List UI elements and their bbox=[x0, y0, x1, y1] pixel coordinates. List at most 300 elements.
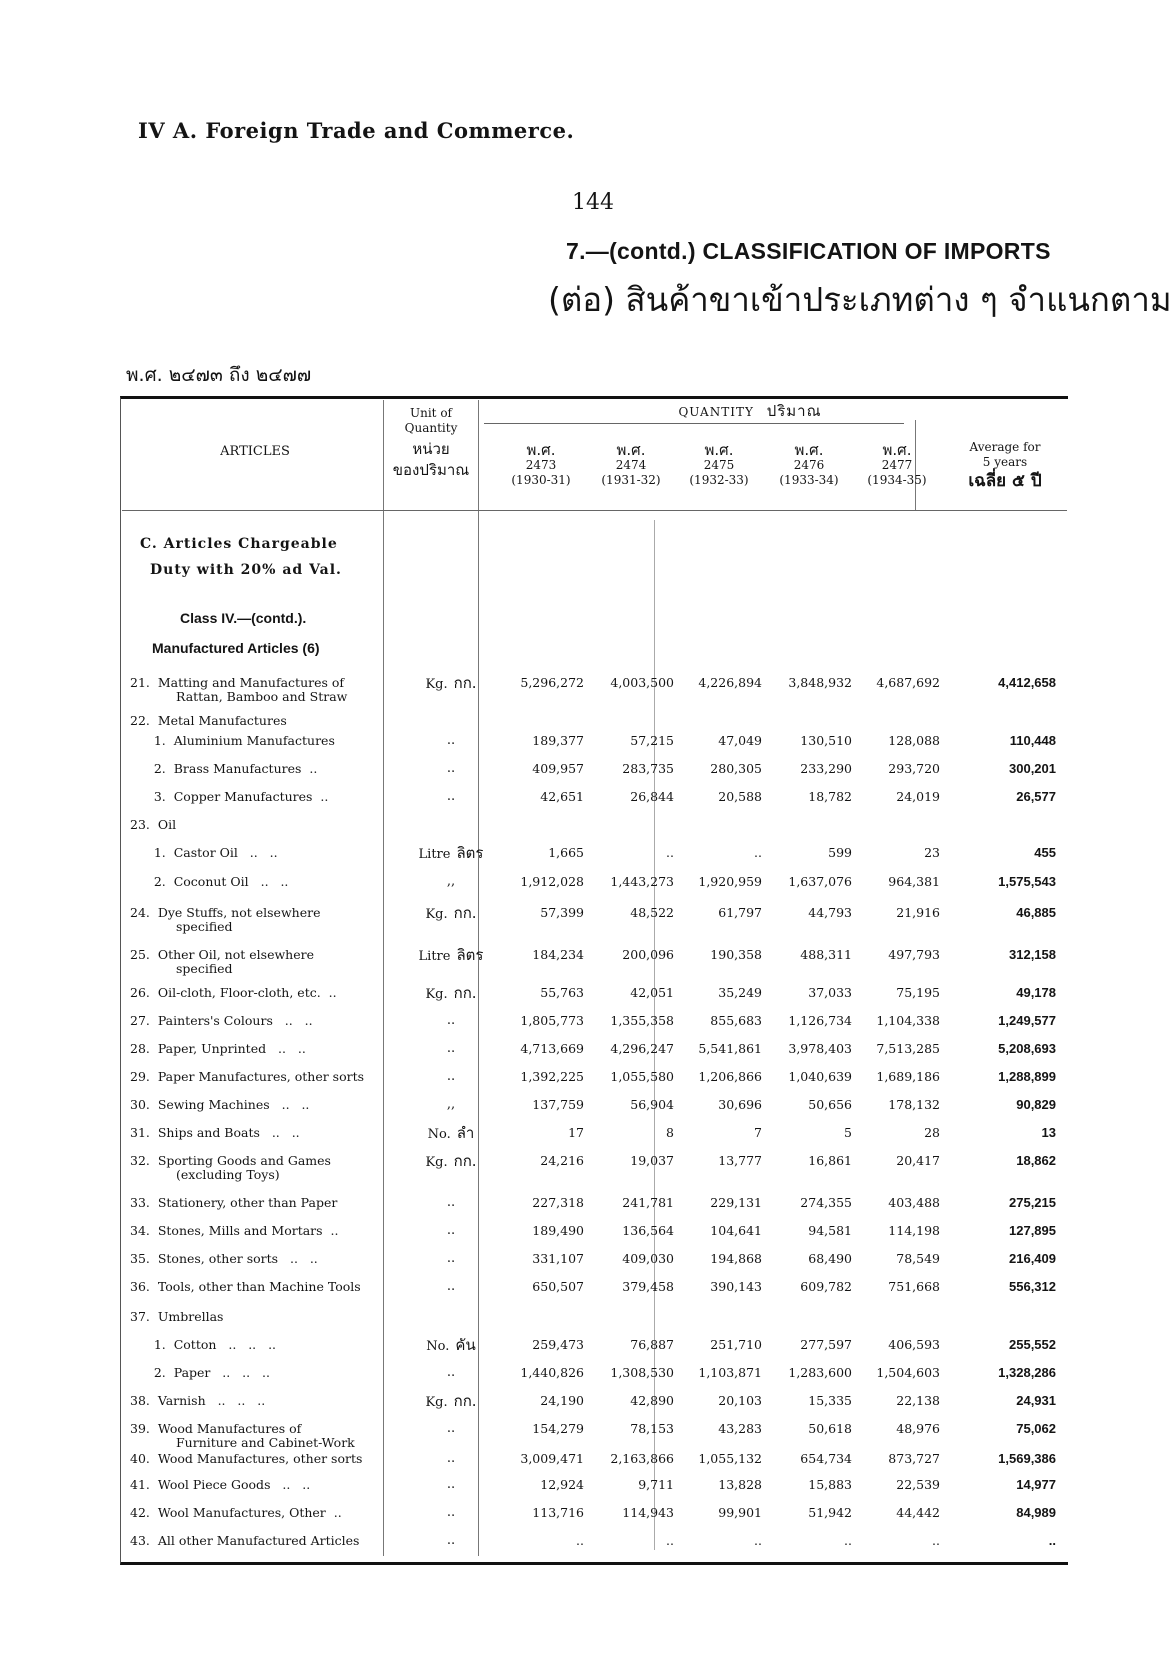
year-be: 2477 bbox=[881, 458, 913, 472]
quantity-cell: 1,920,959 bbox=[698, 874, 762, 889]
quantity-cell: 15,883 bbox=[808, 1477, 852, 1492]
quantity-cell: 379,458 bbox=[622, 1279, 674, 1294]
col-header-year bbox=[588, 443, 674, 488]
average-cell: 46,885 bbox=[1016, 905, 1056, 920]
quantity-cell: 44,793 bbox=[808, 905, 852, 920]
quantity-cell: 873,727 bbox=[888, 1451, 940, 1466]
quantity-cell: 1,283,600 bbox=[788, 1365, 852, 1380]
unit-of-quantity bbox=[410, 790, 492, 804]
col-header-unit bbox=[384, 406, 478, 478]
table-row bbox=[120, 1366, 1067, 1394]
unit-of-quantity bbox=[410, 734, 492, 748]
quantity-cell: .. bbox=[754, 1533, 762, 1548]
table-row bbox=[120, 1196, 1067, 1224]
table-row bbox=[120, 875, 1067, 903]
article-line-1: 43. All other Manufactured Articles bbox=[130, 1533, 360, 1548]
quantity-cell: 650,507 bbox=[532, 1279, 584, 1294]
table-row bbox=[120, 1534, 1067, 1562]
quantity-cell: 137,759 bbox=[532, 1097, 584, 1112]
quantity-cell: 42,051 bbox=[630, 985, 674, 1000]
article-name bbox=[130, 1280, 405, 1294]
quantity-cell: 7 bbox=[754, 1125, 762, 1140]
section-c-heading-2: Duty with 20% ad Val. bbox=[150, 562, 342, 578]
quantity-cell: 233,290 bbox=[800, 761, 852, 776]
quantity-cell: 751,668 bbox=[888, 1279, 940, 1294]
article-name bbox=[130, 948, 405, 976]
avg-label-th: เฉลี่ย ๕ ปี bbox=[968, 471, 1042, 491]
quantity-cell: 75,195 bbox=[896, 985, 940, 1000]
unit-en: .. bbox=[446, 1013, 456, 1028]
quantity-cell: .. bbox=[932, 1533, 940, 1548]
unit-of-quantity bbox=[410, 948, 492, 964]
unit-en: .. bbox=[446, 1195, 456, 1210]
unit-of-quantity bbox=[410, 986, 492, 1002]
average-cell: 49,178 bbox=[1016, 985, 1056, 1000]
article-line-1: 39. Wood Manufactures of bbox=[130, 1421, 302, 1436]
article-line-2: specified bbox=[176, 919, 233, 934]
table-row bbox=[120, 1478, 1067, 1506]
article-name bbox=[130, 1196, 405, 1210]
article-line-2: specified bbox=[176, 961, 233, 976]
quantity-cell: 274,355 bbox=[800, 1195, 852, 1210]
quantity-cell: 43,283 bbox=[718, 1421, 762, 1436]
quantity-cell: 1,912,028 bbox=[520, 874, 584, 889]
quantity-cell: 1,440,826 bbox=[520, 1365, 584, 1380]
quantity-cell: 488,311 bbox=[800, 947, 852, 962]
unit-en: .. bbox=[446, 1069, 456, 1084]
average-cell: 5,208,693 bbox=[998, 1041, 1056, 1056]
unit-en: .. bbox=[446, 1451, 456, 1466]
average-cell: 1,569,386 bbox=[998, 1451, 1056, 1466]
quantity-cell: 57,399 bbox=[540, 905, 584, 920]
unit-en: .. bbox=[446, 1365, 456, 1380]
article-name bbox=[130, 1394, 405, 1408]
year-be: 2473 bbox=[525, 458, 557, 472]
quantity-cell: 56,904 bbox=[630, 1097, 674, 1112]
year-be-label: พ.ศ. bbox=[616, 441, 646, 459]
col-header-year bbox=[854, 443, 940, 488]
quantity-cell: 406,593 bbox=[888, 1337, 940, 1352]
unit-of-quantity bbox=[410, 1478, 492, 1492]
section-c-heading: C. Articles Chargeable bbox=[140, 536, 338, 552]
year-be-label: พ.ศ. bbox=[704, 441, 734, 459]
quantity-cell: 21,916 bbox=[896, 905, 940, 920]
unit-th: กก. bbox=[453, 984, 477, 1002]
quantity-cell: 50,618 bbox=[808, 1421, 852, 1436]
unit-en: .. bbox=[446, 1279, 456, 1294]
article-name bbox=[130, 1310, 405, 1324]
quantity-cell: 51,942 bbox=[808, 1505, 852, 1520]
unit-of-quantity bbox=[410, 1422, 492, 1436]
quantity-cell: 1,104,338 bbox=[876, 1013, 940, 1028]
quantity-cell: 130,510 bbox=[800, 733, 852, 748]
quantity-cell: 24,019 bbox=[896, 789, 940, 804]
year-ad: (1933-34) bbox=[779, 473, 839, 487]
quantity-cell: 497,793 bbox=[888, 947, 940, 962]
quantity-cell: 1,055,132 bbox=[698, 1451, 762, 1466]
unit-en: Kg. bbox=[425, 1155, 448, 1170]
average-cell: 127,895 bbox=[1009, 1223, 1056, 1238]
average-cell: 300,201 bbox=[1009, 761, 1056, 776]
quantity-cell: 47,049 bbox=[718, 733, 762, 748]
quantity-cell: 22,138 bbox=[896, 1393, 940, 1408]
average-cell: 84,989 bbox=[1016, 1505, 1056, 1520]
article-name bbox=[130, 790, 405, 804]
article-line-1: 22. Metal Manufactures bbox=[130, 713, 287, 728]
average-cell: 4,412,658 bbox=[998, 675, 1056, 690]
quantity-cell: 4,296,247 bbox=[610, 1041, 674, 1056]
table-row bbox=[120, 734, 1067, 762]
unit-th: ลิตร bbox=[456, 946, 484, 964]
unit-of-quantity bbox=[410, 1366, 492, 1380]
unit-th-2: ของปริมาณ bbox=[392, 461, 470, 479]
quantity-cell: 227,318 bbox=[532, 1195, 584, 1210]
quantity-cell: 1,126,734 bbox=[788, 1013, 852, 1028]
article-name bbox=[130, 1252, 405, 1266]
article-name bbox=[130, 986, 405, 1000]
quantity-cell: 1,689,186 bbox=[876, 1069, 940, 1084]
quantity-cell: 189,490 bbox=[532, 1223, 584, 1238]
article-line-1: 29. Paper Manufactures, other sorts bbox=[130, 1069, 365, 1084]
unit-of-quantity bbox=[410, 846, 492, 862]
unit-of-quantity bbox=[410, 1126, 492, 1142]
quantity-cell: 609,782 bbox=[800, 1279, 852, 1294]
table-row bbox=[120, 790, 1067, 818]
article-line-2: (excluding Toys) bbox=[176, 1167, 280, 1182]
quantity-cell: 13,777 bbox=[718, 1153, 762, 1168]
unit-of-quantity bbox=[410, 1534, 492, 1548]
average-cell: 26,577 bbox=[1016, 789, 1056, 804]
quantity-cell: 154,279 bbox=[532, 1421, 584, 1436]
article-name bbox=[130, 1366, 405, 1380]
article-name bbox=[130, 1154, 405, 1182]
article-name bbox=[130, 714, 405, 728]
unit-en: Kg. bbox=[425, 987, 448, 1002]
quantity-cell: 76,887 bbox=[630, 1337, 674, 1352]
article-line-1: 34. Stones, Mills and Mortars .. bbox=[130, 1223, 339, 1238]
unit-en-2: Quantity bbox=[404, 421, 458, 435]
unit-en: Litre bbox=[418, 949, 451, 964]
table-row bbox=[120, 906, 1067, 934]
unit-en: .. bbox=[446, 1505, 456, 1520]
unit-en: Kg. bbox=[425, 1395, 448, 1410]
quantity-cell: 20,588 bbox=[718, 789, 762, 804]
quantity-cell: 1,504,603 bbox=[876, 1365, 940, 1380]
article-name bbox=[130, 1098, 405, 1112]
article-line-1: 2. Coconut Oil .. .. bbox=[130, 874, 289, 889]
unit-en: .. bbox=[446, 1251, 456, 1266]
quantity-label-th: ปริมาณ bbox=[766, 402, 822, 420]
quantity-cell: 114,198 bbox=[888, 1223, 940, 1238]
quantity-cell: 189,377 bbox=[532, 733, 584, 748]
quantity-cell: 128,088 bbox=[888, 733, 940, 748]
quantity-cell: 409,957 bbox=[532, 761, 584, 776]
unit-of-quantity bbox=[410, 1154, 492, 1170]
unit-en-1: Unit of bbox=[410, 406, 452, 420]
quantity-cell: 28 bbox=[924, 1125, 940, 1140]
article-line-1: 2. Brass Manufactures .. bbox=[130, 761, 318, 776]
unit-of-quantity bbox=[410, 1338, 492, 1354]
article-line-1: 1. Aluminium Manufactures bbox=[130, 733, 335, 748]
unit-en: No. bbox=[426, 1339, 450, 1354]
quantity-cell: 24,190 bbox=[540, 1393, 584, 1408]
article-name bbox=[130, 818, 405, 832]
article-name bbox=[130, 906, 405, 934]
year-be: 2476 bbox=[793, 458, 825, 472]
quantity-cell: 20,417 bbox=[896, 1153, 940, 1168]
manufactured-heading: Manufactured Articles (6) bbox=[152, 640, 320, 656]
average-cell: 275,215 bbox=[1009, 1195, 1056, 1210]
article-line-1: 24. Dye Stuffs, not elsewhere bbox=[130, 905, 321, 920]
quantity-cell: 50,656 bbox=[808, 1097, 852, 1112]
quantity-cell: 4,713,669 bbox=[520, 1041, 584, 1056]
article-line-1: 3. Copper Manufactures .. bbox=[130, 789, 329, 804]
year-ad: (1930-31) bbox=[511, 473, 571, 487]
quantity-cell: 17 bbox=[568, 1125, 584, 1140]
quantity-cell: 24,216 bbox=[540, 1153, 584, 1168]
quantity-cell: 4,226,894 bbox=[698, 675, 762, 690]
quantity-cell: 26,844 bbox=[630, 789, 674, 804]
unit-of-quantity bbox=[410, 1014, 492, 1028]
article-name bbox=[130, 734, 405, 748]
col-header-average bbox=[950, 440, 1060, 489]
quantity-cell: 57,215 bbox=[630, 733, 674, 748]
unit-en: Kg. bbox=[425, 907, 448, 922]
page-number: 144 bbox=[572, 190, 614, 215]
article-name bbox=[130, 1224, 405, 1238]
quantity-cell: 30,696 bbox=[718, 1097, 762, 1112]
quantity-cell: 229,131 bbox=[710, 1195, 762, 1210]
article-name bbox=[130, 1422, 405, 1450]
quantity-cell: 293,720 bbox=[888, 761, 940, 776]
year-be: 2474 bbox=[615, 458, 647, 472]
unit-of-quantity bbox=[410, 875, 492, 889]
average-cell: 13 bbox=[1041, 1125, 1056, 1140]
average-cell: 216,409 bbox=[1009, 1251, 1056, 1266]
unit-en: Litre bbox=[418, 847, 451, 862]
table-row bbox=[120, 1224, 1067, 1252]
unit-en: .. bbox=[446, 1533, 456, 1548]
article-line-1: 31. Ships and Boats .. .. bbox=[130, 1125, 300, 1140]
table-row bbox=[120, 1154, 1067, 1182]
article-line-1: 25. Other Oil, not elsewhere bbox=[130, 947, 314, 962]
unit-en: .. bbox=[446, 789, 456, 804]
article-line-1: 27. Painters's Colours .. .. bbox=[130, 1013, 313, 1028]
unit-of-quantity bbox=[410, 1394, 492, 1410]
table-row bbox=[120, 676, 1067, 704]
table-row bbox=[120, 1338, 1067, 1366]
quantity-cell: 18,782 bbox=[808, 789, 852, 804]
article-line-1: 41. Wool Piece Goods .. .. bbox=[130, 1477, 311, 1492]
unit-en: .. bbox=[446, 1421, 456, 1436]
quantity-cell: 964,381 bbox=[888, 874, 940, 889]
quantity-cell: 20,103 bbox=[718, 1393, 762, 1408]
quantity-cell: 283,735 bbox=[622, 761, 674, 776]
quantity-cell: 9,711 bbox=[638, 1477, 674, 1492]
quantity-cell: 1,665 bbox=[548, 845, 584, 860]
quantity-cell: 13,828 bbox=[718, 1477, 762, 1492]
unit-th-1: หน่วย bbox=[412, 440, 450, 458]
quantity-cell: 23 bbox=[924, 845, 940, 860]
unit-th: คัน bbox=[455, 1336, 476, 1354]
quantity-cell: .. bbox=[666, 845, 674, 860]
class-heading: Class IV.—(contd.). bbox=[180, 610, 307, 626]
quantity-cell: 48,522 bbox=[630, 905, 674, 920]
quantity-cell: 104,641 bbox=[710, 1223, 762, 1238]
unit-en: .. bbox=[446, 1477, 456, 1492]
unit-en: .. bbox=[446, 761, 456, 776]
quantity-cell: .. bbox=[844, 1533, 852, 1548]
article-name bbox=[130, 1042, 405, 1056]
article-line-1: 26. Oil-cloth, Floor-cloth, etc. .. bbox=[130, 985, 337, 1000]
unit-th: ลิตร bbox=[456, 844, 484, 862]
year-be-label: พ.ศ. bbox=[882, 441, 912, 459]
unit-th: กก. bbox=[453, 1152, 477, 1170]
table-row bbox=[120, 948, 1067, 976]
average-cell: 255,552 bbox=[1009, 1337, 1056, 1352]
year-range-th: พ.ศ. ๒๔๗๓ ถึง ๒๔๗๗ bbox=[126, 364, 312, 386]
unit-en: ,, bbox=[446, 1097, 456, 1112]
article-name bbox=[130, 1506, 405, 1520]
quantity-cell: 190,358 bbox=[710, 947, 762, 962]
quantity-cell: 3,009,471 bbox=[520, 1451, 584, 1466]
section-heading: IV A. Foreign Trade and Commerce. bbox=[138, 118, 575, 143]
article-line-1: 33. Stationery, other than Paper bbox=[130, 1195, 338, 1210]
quantity-cell: 94,581 bbox=[808, 1223, 852, 1238]
article-line-1: 23. Oil bbox=[130, 817, 177, 832]
year-be-label: พ.ศ. bbox=[526, 441, 556, 459]
article-name bbox=[130, 1478, 405, 1492]
quantity-cell: 1,637,076 bbox=[788, 874, 852, 889]
unit-en: .. bbox=[446, 733, 456, 748]
article-name bbox=[130, 1338, 405, 1352]
quantity-cell: 2,163,866 bbox=[610, 1451, 674, 1466]
unit-of-quantity bbox=[410, 1506, 492, 1520]
quantity-cell: 16,861 bbox=[808, 1153, 852, 1168]
quantity-cell: 113,716 bbox=[532, 1505, 584, 1520]
quantity-cell: 8 bbox=[666, 1125, 674, 1140]
quantity-cell: 35,249 bbox=[718, 985, 762, 1000]
unit-of-quantity bbox=[410, 1042, 492, 1056]
table-row bbox=[120, 818, 1067, 846]
average-cell: 312,158 bbox=[1009, 947, 1056, 962]
article-line-1: 42. Wool Manufactures, Other .. bbox=[130, 1505, 342, 1520]
quantity-cell: 241,781 bbox=[622, 1195, 674, 1210]
average-cell: 110,448 bbox=[1009, 733, 1056, 748]
article-name bbox=[130, 676, 405, 704]
average-cell: 75,062 bbox=[1016, 1421, 1056, 1436]
col-header-year bbox=[766, 443, 852, 488]
article-line-1: 2. Paper .. .. .. bbox=[130, 1365, 270, 1380]
unit-of-quantity bbox=[410, 1224, 492, 1238]
quantity-cell: 251,710 bbox=[710, 1337, 762, 1352]
quantity-cell: 277,597 bbox=[800, 1337, 852, 1352]
quantity-label: QUANTITY bbox=[678, 405, 754, 419]
quantity-cell: 44,442 bbox=[896, 1505, 940, 1520]
header-rule bbox=[122, 510, 1067, 511]
table-row bbox=[120, 1014, 1067, 1042]
avg-label-1: Average for bbox=[969, 440, 1041, 454]
article-line-1: 1. Cotton .. .. .. bbox=[130, 1337, 277, 1352]
article-line-1: 1. Castor Oil .. .. bbox=[130, 845, 278, 860]
quantity-cell: 4,687,692 bbox=[876, 675, 940, 690]
unit-en: .. bbox=[446, 1041, 456, 1056]
quantity-cell: 22,539 bbox=[896, 1477, 940, 1492]
quantity-cell: 42,890 bbox=[630, 1393, 674, 1408]
unit-th: ลำ bbox=[456, 1124, 475, 1142]
quantity-cell: 99,901 bbox=[718, 1505, 762, 1520]
quantity-cell: 12,924 bbox=[540, 1477, 584, 1492]
table-row bbox=[120, 1126, 1067, 1154]
unit-of-quantity bbox=[410, 1452, 492, 1466]
quantity-cell: 390,143 bbox=[710, 1279, 762, 1294]
average-cell: 1,249,577 bbox=[998, 1013, 1056, 1028]
quantity-cell: 48,976 bbox=[896, 1421, 940, 1436]
article-name bbox=[130, 762, 405, 776]
avg-label-2: 5 years bbox=[982, 455, 1028, 469]
article-name bbox=[130, 1126, 405, 1140]
quantity-cell: 55,763 bbox=[540, 985, 584, 1000]
unit-en: Kg. bbox=[425, 677, 448, 692]
quantity-cell: 42,651 bbox=[540, 789, 584, 804]
unit-of-quantity bbox=[410, 1196, 492, 1210]
article-line-1: 36. Tools, other than Machine Tools bbox=[130, 1279, 361, 1294]
quantity-cell: 1,040,639 bbox=[788, 1069, 852, 1084]
unit-of-quantity bbox=[410, 1252, 492, 1266]
unit-of-quantity bbox=[410, 762, 492, 776]
article-line-1: 32. Sporting Goods and Games bbox=[130, 1153, 331, 1168]
quantity-cell: 1,308,530 bbox=[610, 1365, 674, 1380]
article-name bbox=[130, 1452, 405, 1466]
quantity-cell: 409,030 bbox=[622, 1251, 674, 1266]
col-header-year bbox=[676, 443, 762, 488]
quantity-cell: 136,564 bbox=[622, 1223, 674, 1238]
col-header-quantity bbox=[640, 404, 860, 420]
quantity-cell: 178,132 bbox=[888, 1097, 940, 1112]
quantity-cell: 599 bbox=[828, 845, 852, 860]
quantity-cell: 15,335 bbox=[808, 1393, 852, 1408]
article-name bbox=[130, 1534, 405, 1548]
table-row bbox=[120, 1506, 1067, 1534]
unit-of-quantity bbox=[410, 1098, 492, 1112]
table-row bbox=[120, 1422, 1067, 1450]
quantity-cell: 4,003,500 bbox=[610, 675, 674, 690]
quantity-cell: 259,473 bbox=[532, 1337, 584, 1352]
table-title-th: (ต่อ) สินค้าขาเข้าประเภทต่าง ๆ จำแนกตาม bbox=[548, 280, 1172, 319]
quantity-cell: .. bbox=[576, 1533, 584, 1548]
quantity-cell: 280,305 bbox=[710, 761, 762, 776]
quantity-cell: 200,096 bbox=[622, 947, 674, 962]
table-row bbox=[120, 846, 1067, 874]
average-cell: 24,931 bbox=[1016, 1393, 1056, 1408]
table-row bbox=[120, 1310, 1067, 1338]
article-line-1: 37. Umbrellas bbox=[130, 1309, 224, 1324]
col-header-year bbox=[498, 443, 584, 488]
table-title-en: 7.—(contd.) CLASSIFICATION OF IMPORTS bbox=[566, 238, 1051, 264]
quantity-cell: 331,107 bbox=[532, 1251, 584, 1266]
unit-of-quantity bbox=[410, 1070, 492, 1084]
quantity-cell: 403,488 bbox=[888, 1195, 940, 1210]
year-ad: (1934-35) bbox=[867, 473, 927, 487]
quantity-cell: 68,490 bbox=[808, 1251, 852, 1266]
quantity-cell: 1,055,580 bbox=[610, 1069, 674, 1084]
year-ad: (1931-32) bbox=[601, 473, 661, 487]
quantity-cell: 78,549 bbox=[896, 1251, 940, 1266]
quantity-cell: 78,153 bbox=[630, 1421, 674, 1436]
average-cell: 1,288,899 bbox=[998, 1069, 1056, 1084]
header-rule bbox=[484, 423, 904, 424]
average-cell: .. bbox=[1048, 1533, 1056, 1548]
